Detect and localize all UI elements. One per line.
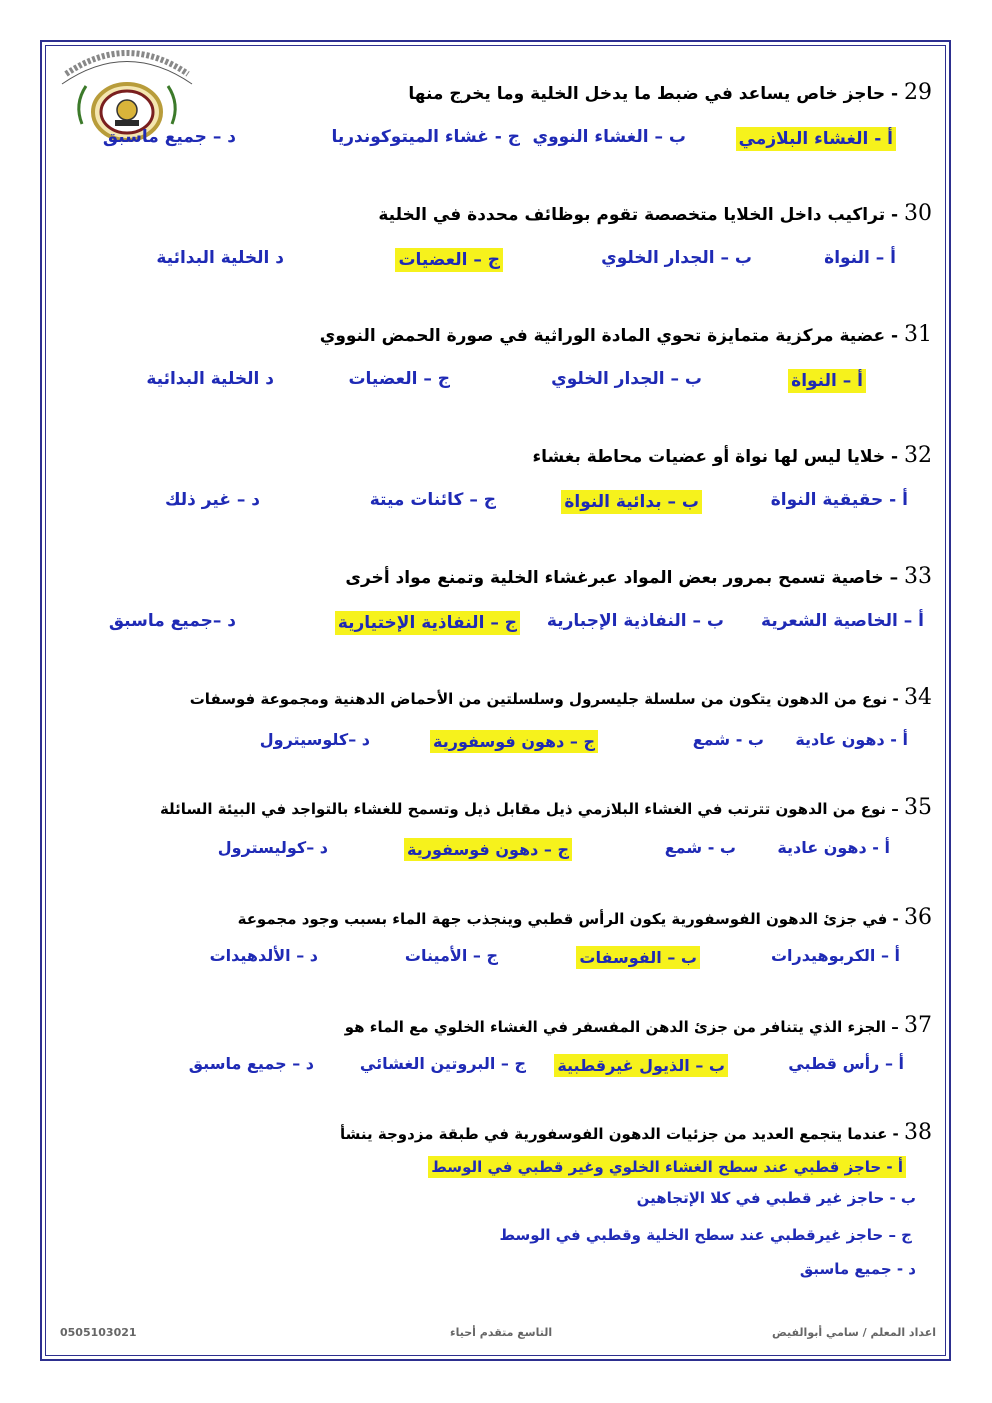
- option-b[interactable]: ب - شمع: [692, 730, 764, 749]
- option-d[interactable]: د –جميع ماسبق: [108, 611, 236, 631]
- question-31: 31 - عضية مركزية متمايزة تحوي المادة الوراثية في صورة الحمض النووي: [319, 322, 932, 347]
- option-a[interactable]: أ - حقيقية النواة: [770, 490, 908, 510]
- option-c[interactable]: ج – العضيات: [348, 369, 450, 389]
- option-c[interactable]: ج – دهون فوسفورية: [404, 838, 572, 861]
- question-35: 35 – نوع من الدهون تترتب في الغشاء البلازمي ذيل مقابل ذيل وتسمح للغشاء بالتواجد في البيئة السائلة: [159, 795, 932, 820]
- question-number: 37: [904, 1013, 932, 1038]
- option-a[interactable]: أ - دهون عادية: [777, 838, 890, 857]
- option-c[interactable]: ج – حاجز غيرقطبي عند سطح الخلية وقطبي في الوسط: [499, 1226, 912, 1244]
- option-d[interactable]: د الخلية البدائية: [156, 248, 284, 268]
- option-a[interactable]: أ – الكربوهيدرات: [770, 946, 900, 965]
- option-c[interactable]: ج – الأمينات: [404, 946, 498, 965]
- option-a[interactable]: أ – رأس قطبي: [788, 1054, 904, 1073]
- question-text: تراكيب داخل الخلايا متخصصة تقوم بوظائف محددة في الخلية: [378, 205, 886, 225]
- option-d[interactable]: د – الألدهيدات: [209, 946, 318, 965]
- footer-phone: 0505103021: [60, 1326, 137, 1339]
- option-d[interactable]: د – جميع ماسبق: [102, 127, 236, 147]
- question-number: 38: [904, 1120, 932, 1145]
- question-number: 33: [904, 564, 932, 589]
- footer-author: اعداد المعلم / سامي أبوالفيض: [772, 1326, 936, 1339]
- option-c[interactable]: ج - غشاء الميتوكوندريا: [331, 127, 520, 147]
- option-a[interactable]: أ - دهون عادية: [795, 730, 908, 749]
- question-33: 33 – خاصية تسمح بمرور بعض المواد عبرغشاء الخلية وتمنع مواد أخرى: [345, 564, 932, 589]
- question-number: 31: [904, 322, 932, 347]
- question-37: 37 – الجزء الذي يتنافر من جزئ الدهن المفسفر في الغشاء الخلوي مع الماء هو: [344, 1013, 932, 1038]
- question-number: 29: [904, 80, 932, 105]
- question-number: 30: [904, 201, 932, 226]
- question-34: 34 - نوع من الدهون يتكون من سلسلة جليسرول وسلسلتين من الأحماض الدهنية ومجموعة فوسفات: [189, 685, 932, 710]
- option-d[interactable]: د – جميع ماسبق: [188, 1054, 314, 1073]
- question-32: 32 - خلايا ليس لها نواة أو عضيات محاطة بغشاء: [532, 443, 932, 468]
- option-d[interactable]: د –كلوسيترول: [259, 730, 370, 749]
- question-number: 36: [904, 905, 932, 930]
- option-a[interactable]: أ – النواة: [788, 369, 866, 393]
- question-38: 38 - عندما يتجمع العديد من جزئيات الدهون الفوسفورية في طبقة مزدوجة ينشأ: [340, 1120, 932, 1145]
- option-b[interactable]: ب – الجدار الخلوي: [551, 369, 702, 389]
- option-d[interactable]: د الخلية البدائية: [146, 369, 274, 389]
- question-text: حاجز خاص يساعد في ضبط ما يدخل الخلية وما يخرج منها: [408, 84, 886, 104]
- option-b[interactable]: ب - شمع: [664, 838, 736, 857]
- question-text: نوع من الدهون يتكون من سلسلة جليسرول وسلسلتين من الأحماض الدهنية ومجموعة فوسفات: [189, 690, 888, 708]
- option-b[interactable]: ب – الذيول غيرقطبية: [554, 1054, 728, 1077]
- option-a[interactable]: أ – الخاصية الشعرية: [761, 611, 924, 631]
- question-text: الجزء الذي يتنافر من جزئ الدهن المفسفر في الغشاء الخلوي مع الماء هو: [344, 1018, 887, 1036]
- option-a[interactable]: أ - الغشاء البلازمي: [736, 127, 896, 151]
- option-b[interactable]: ب – بدائية النواة: [561, 490, 702, 514]
- option-c[interactable]: ج – النفاذية الإختيارية: [335, 611, 520, 635]
- option-b[interactable]: ب - حاجز غير قطبي في كلا الإتجاهين: [636, 1189, 916, 1207]
- option-a[interactable]: أ – النواة: [824, 248, 896, 268]
- question-number: 35: [904, 795, 932, 820]
- question-text: عضية مركزية متمايزة تحوي المادة الوراثية في صورة الحمض النووي: [319, 326, 886, 346]
- question-text: عندما يتجمع العديد من جزئيات الدهون الفوسفورية في طبقة مزدوجة ينشأ: [340, 1125, 888, 1143]
- question-text: في جزئ الدهون الفوسفورية يكون الرأس قطبي وينجذب جهة الماء بسبب وجود مجموعة: [237, 910, 888, 928]
- question-30: 30 - تراكيب داخل الخلايا متخصصة تقوم بوظائف محددة في الخلية: [378, 201, 932, 226]
- option-c[interactable]: ج – كائنات ميتة: [369, 490, 496, 510]
- question-36: 36 - في جزئ الدهون الفوسفورية يكون الرأس قطبي وينجذب جهة الماء بسبب وجود مجموعة: [237, 905, 932, 930]
- option-c[interactable]: ج – البروتين الغشائي: [359, 1054, 526, 1073]
- option-c[interactable]: ج – العضيات: [395, 248, 503, 272]
- footer-course: التاسع متقدم أحياء: [450, 1326, 553, 1339]
- question-text: خاصية تسمح بمرور بعض المواد عبرغشاء الخلية وتمنع مواد أخرى: [345, 568, 884, 588]
- question-number: 32: [904, 443, 932, 468]
- option-c[interactable]: ج – دهون فوسفورية: [430, 730, 598, 753]
- option-b[interactable]: ب – الفوسفات: [576, 946, 700, 969]
- option-b[interactable]: ب – الغشاء النووي: [532, 127, 686, 147]
- option-b[interactable]: ب – الجدار الخلوي: [601, 248, 752, 268]
- question-text: نوع من الدهون تترتب في الغشاء البلازمي ذيل مقابل ذيل وتسمح للغشاء بالتواجد في البيئة السائلة: [159, 800, 887, 818]
- option-d[interactable]: د – غير ذلك: [164, 490, 260, 510]
- question-number: 34: [904, 685, 932, 710]
- question-text: خلايا ليس لها نواة أو عضيات محاطة بغشاء: [532, 447, 886, 467]
- option-a[interactable]: أ - حاجز قطبي عند سطح الغشاء الخلوي وغير قطبي في الوسط: [428, 1156, 906, 1178]
- option-d[interactable]: د - جميع ماسبق: [799, 1260, 916, 1278]
- option-b[interactable]: ب – النفاذية الإجبارية: [546, 611, 724, 631]
- option-d[interactable]: د –كوليسترول: [217, 838, 328, 857]
- question-29: 29 - حاجز خاص يساعد في ضبط ما يدخل الخلية وما يخرج منها: [408, 80, 932, 105]
